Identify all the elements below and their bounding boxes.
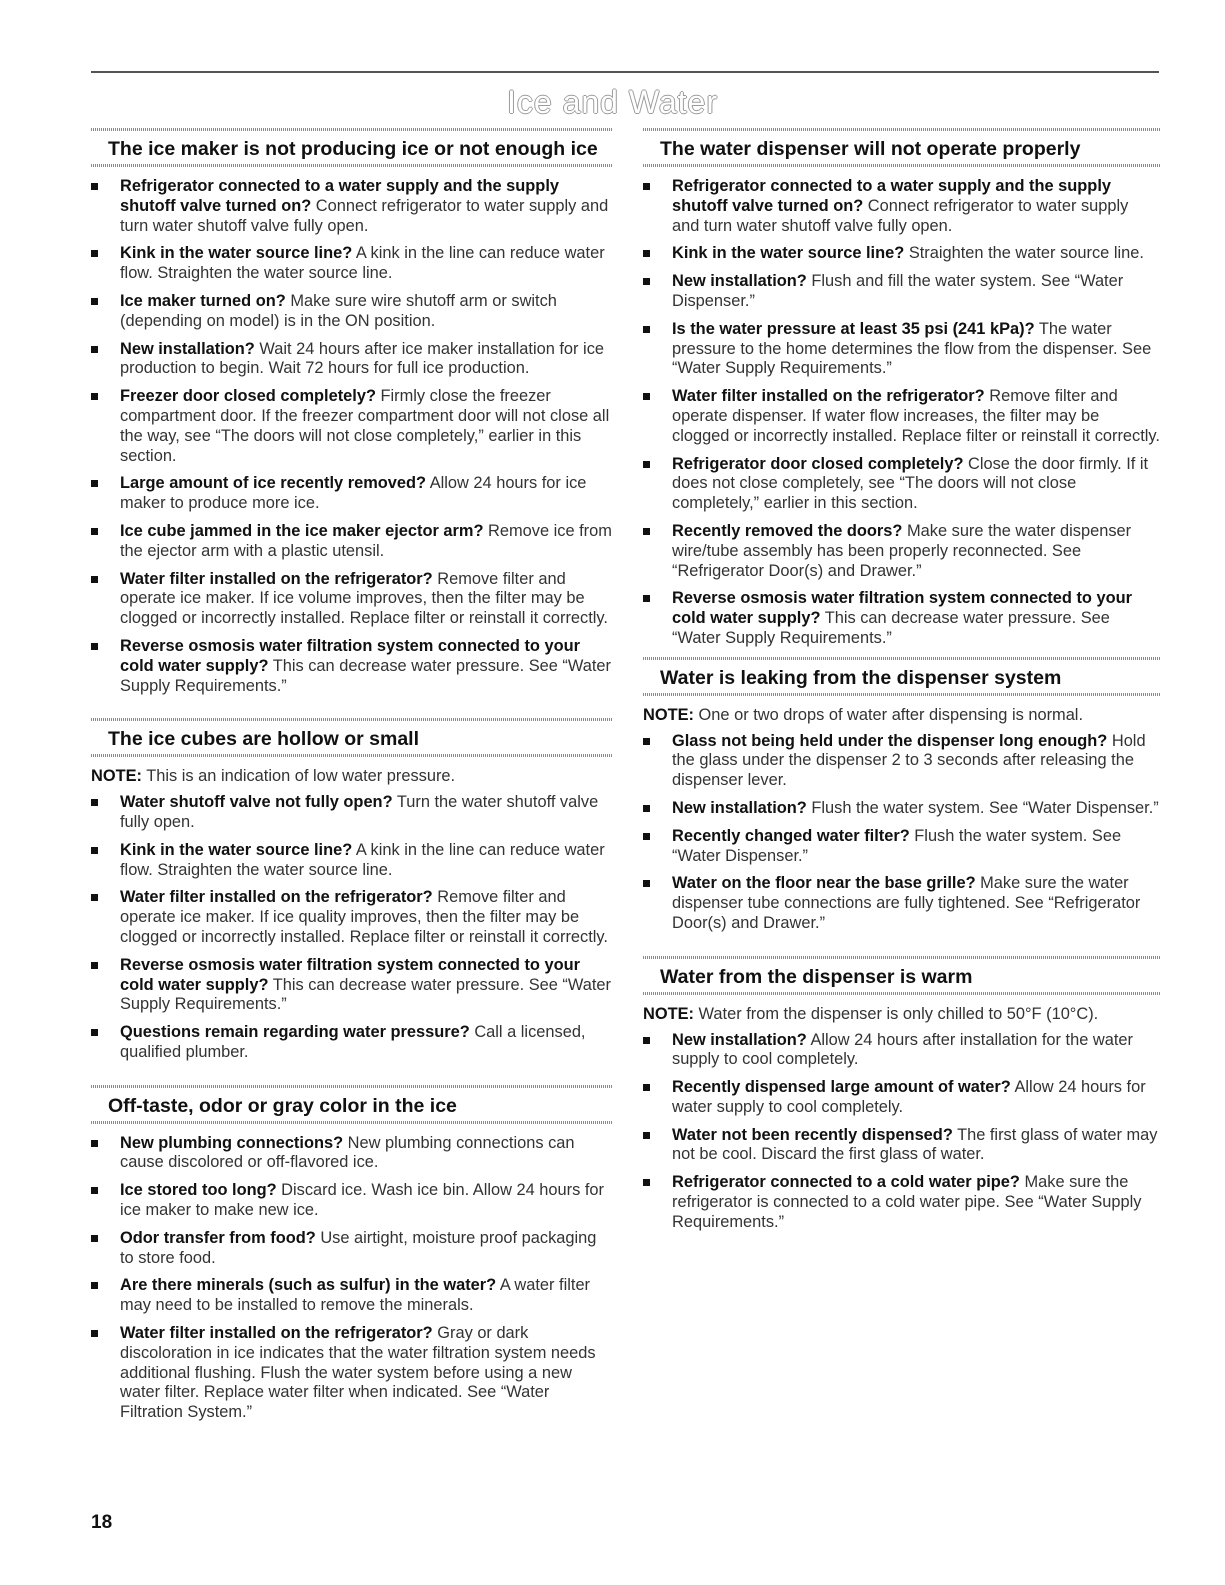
list-item: Water filter installed on the refrigerator? Gray or dark discoloration in ice indicates that the water filtration system needs additional flushing. Flush the water system before using a new water filter. Replace water filter when indicated. See “Water Filtration System.”	[91, 1324, 612, 1423]
list-item: Reverse osmosis water filtration system connected to your cold water supply? This can decrease water pressure. See “Water Supply Requirements.”	[91, 956, 612, 1015]
list-item: Water filter installed on the refrigerator? Remove filter and operate dispenser. If water flow increases, the filter may be clogged or incorrectly installed. Replace filter or reinstall it correctly.	[643, 387, 1160, 446]
list-item: Freezer door closed completely? Firmly close the freezer compartment door. If the freezer compartment door will not close all the way, see “The doors will not close completely,” earlier in this section.	[91, 387, 612, 466]
list-item: Refrigerator connected to a cold water pipe? Make sure the refrigerator is connected to a cold water pipe. See “Water Supply Requirements.”	[643, 1173, 1160, 1232]
hatch-rule	[91, 754, 612, 757]
list-item: New installation? Flush the water system. See “Water Dispenser.”	[643, 799, 1160, 819]
square-bullet-icon	[91, 962, 98, 969]
top-rule	[91, 71, 1159, 73]
list-item: Water filter installed on the refrigerator? Remove filter and operate ice maker. If ice volume improves, then the filter may be clogged or incorrectly installed. Replace filter or reinstall it correctly.	[91, 570, 612, 629]
list-item: Recently removed the doors? Make sure the water dispenser wire/tube assembly has been properly reconnected. See “Refrigerator Door(s) and Drawer.”	[643, 522, 1160, 581]
item-list	[91, 1134, 612, 1423]
square-bullet-icon	[91, 346, 98, 353]
item-list	[91, 177, 612, 696]
list-item: Refrigerator connected to a water supply and the supply shutoff valve turned on? Connect refrigerator to water supply and turn water shutoff valve fully open.	[643, 177, 1160, 236]
item-list	[643, 1031, 1160, 1233]
item-list	[91, 793, 612, 1063]
list-item: Reverse osmosis water filtration system connected to your cold water supply? This can decrease water pressure. See “Water Supply Requirements.”	[91, 637, 612, 696]
list-item: Refrigerator connected to a water supply and the supply shutoff valve turned on? Connect refrigerator to water supply and turn water shutoff valve fully open.	[91, 177, 612, 236]
square-bullet-icon	[643, 880, 650, 887]
square-bullet-icon	[91, 1140, 98, 1147]
list-item: Water on the floor near the base grille? Make sure the water dispenser tube connections are fully tightened. See “Refrigerator Door(s) and Drawer.”	[643, 874, 1160, 933]
list-item: Water filter installed on the refrigerator? Remove filter and operate ice maker. If ice quality improves, then the filter may be clogged or incorrectly installed. Replace filter or reinstall it correctly.	[91, 888, 612, 947]
note: NOTE: Water from the dispenser is only chilled to 50°F (10°C).	[643, 1004, 1099, 1023]
square-bullet-icon	[643, 1179, 650, 1186]
section-header	[643, 657, 1160, 696]
square-bullet-icon	[91, 250, 98, 257]
square-bullet-icon	[91, 576, 98, 583]
square-bullet-icon	[91, 480, 98, 487]
list-item: Water shutoff valve not fully open? Turn the water shutoff valve fully open.	[91, 793, 612, 833]
square-bullet-icon	[91, 894, 98, 901]
note: NOTE: This is an indication of low water pressure.	[91, 767, 456, 786]
page-title: Ice and Water	[506, 84, 718, 120]
list-item: Questions remain regarding water pressure? Call a licensed, qualified plumber.	[91, 1023, 612, 1063]
square-bullet-icon	[643, 528, 650, 535]
list-item: Odor transfer from food? Use airtight, moisture proof packaging to store food.	[91, 1229, 612, 1269]
square-bullet-icon	[91, 1330, 98, 1337]
note: NOTE: One or two drops of water after dispensing is normal.	[643, 705, 1084, 724]
section-title: The ice maker is not producing ice or not enough ice	[108, 138, 598, 160]
list-item: New plumbing connections? New plumbing connections can cause discolored or off-flavored ice.	[91, 1134, 612, 1174]
section-header	[91, 128, 612, 167]
list-item: Ice stored too long? Discard ice. Wash ice bin. Allow 24 hours for ice maker to make new ice.	[91, 1181, 612, 1221]
list-item: Kink in the water source line? Straighten the water source line.	[643, 244, 1160, 264]
list-item: New installation? Wait 24 hours after ice maker installation for ice production to begin. Wait 72 hours for full ice production.	[91, 340, 612, 380]
list-item: Reverse osmosis water filtration system connected to your cold water supply? This can decrease water pressure. See “Water Supply Requirements.”	[643, 589, 1160, 648]
section-title: Water is leaking from the dispenser system	[660, 666, 1062, 689]
hatch-rule	[91, 164, 612, 167]
hatch-rule	[643, 164, 1160, 167]
square-bullet-icon	[643, 805, 650, 812]
list-item: Recently changed water filter? Flush the water system. See “Water Dispenser.”	[643, 827, 1160, 867]
square-bullet-icon	[643, 1132, 650, 1139]
square-bullet-icon	[91, 1029, 98, 1036]
section-header	[91, 1085, 612, 1124]
square-bullet-icon	[91, 183, 98, 190]
square-bullet-icon	[643, 1037, 650, 1044]
list-item: Large amount of ice recently removed? Allow 24 hours for ice maker to produce more ice.	[91, 474, 612, 514]
list-item: Kink in the water source line? A kink in the line can reduce water flow. Straighten the water source line.	[91, 841, 612, 881]
square-bullet-icon	[643, 1084, 650, 1091]
section-off-taste-ice	[91, 1085, 612, 1423]
list-item: Kink in the water source line? A kink in the line can reduce water flow. Straighten the water source line.	[91, 244, 612, 284]
list-item: New installation? Allow 24 hours after installation for the water supply to cool completely.	[643, 1031, 1160, 1071]
section-dispenser-not-operating	[643, 128, 1160, 649]
square-bullet-icon	[91, 528, 98, 535]
list-item: Ice cube jammed in the ice maker ejector arm? Remove ice from the ejector arm with a plastic utensil.	[91, 522, 612, 562]
hatch-rule	[91, 1121, 612, 1124]
item-list	[643, 732, 1160, 934]
square-bullet-icon	[91, 1187, 98, 1194]
square-bullet-icon	[91, 298, 98, 305]
list-item: Recently dispensed large amount of water? Allow 24 hours for water supply to cool completely.	[643, 1078, 1160, 1118]
square-bullet-icon	[643, 183, 650, 190]
square-bullet-icon	[91, 1235, 98, 1242]
right-column	[643, 128, 1160, 1241]
section-leaking-dispenser	[643, 657, 1160, 934]
list-item: Are there minerals (such as sulfur) in the water? A water filter may need to be installed to remove the minerals.	[91, 1276, 612, 1316]
square-bullet-icon	[643, 326, 650, 333]
list-item: New installation? Flush and fill the water system. See “Water Dispenser.”	[643, 272, 1160, 312]
page-number: 18	[91, 1512, 113, 1533]
section-ice-cubes-hollow	[91, 718, 612, 1062]
list-item: Is the water pressure at least 35 psi (241 kPa)? The water pressure to the home determines the flow from the dispenser. See “Water Supply Requirements.”	[643, 320, 1160, 379]
square-bullet-icon	[643, 278, 650, 285]
square-bullet-icon	[91, 799, 98, 806]
hatch-rule	[643, 693, 1160, 696]
square-bullet-icon	[91, 643, 98, 650]
list-item: Glass not being held under the dispenser long enough? Hold the glass under the dispenser 2 to 3 seconds after releasing the dispenser lever.	[643, 732, 1160, 791]
square-bullet-icon	[643, 833, 650, 840]
hatch-rule	[643, 992, 1160, 995]
square-bullet-icon	[91, 1282, 98, 1289]
section-title: Off-taste, odor or gray color in the ice	[108, 1094, 457, 1117]
square-bullet-icon	[91, 393, 98, 400]
list-item: Water not been recently dispensed? The first glass of water may not be cool. Discard the first glass of water.	[643, 1126, 1160, 1166]
square-bullet-icon	[91, 847, 98, 854]
section-header	[643, 956, 1160, 995]
section-header	[643, 128, 1160, 167]
section-title: The ice cubes are hollow or small	[108, 728, 420, 751]
section-title: The water dispenser will not operate properly	[660, 138, 1081, 160]
left-column	[91, 128, 612, 1431]
list-item: Ice maker turned on? Make sure wire shutoff arm or switch (depending on model) is in the ON position.	[91, 292, 612, 332]
section-ice-maker-not-producing	[91, 128, 612, 696]
square-bullet-icon	[643, 250, 650, 257]
item-list	[643, 177, 1160, 649]
section-title: Water from the dispenser is warm	[660, 965, 973, 988]
square-bullet-icon	[643, 393, 650, 400]
square-bullet-icon	[643, 461, 650, 468]
list-item: Refrigerator door closed completely? Close the door firmly. If it does not close completely, see “The doors will not close completely,” earlier in this section.	[643, 455, 1160, 514]
section-water-warm	[643, 956, 1160, 1233]
square-bullet-icon	[643, 595, 650, 602]
square-bullet-icon	[643, 738, 650, 745]
section-header	[91, 718, 612, 757]
